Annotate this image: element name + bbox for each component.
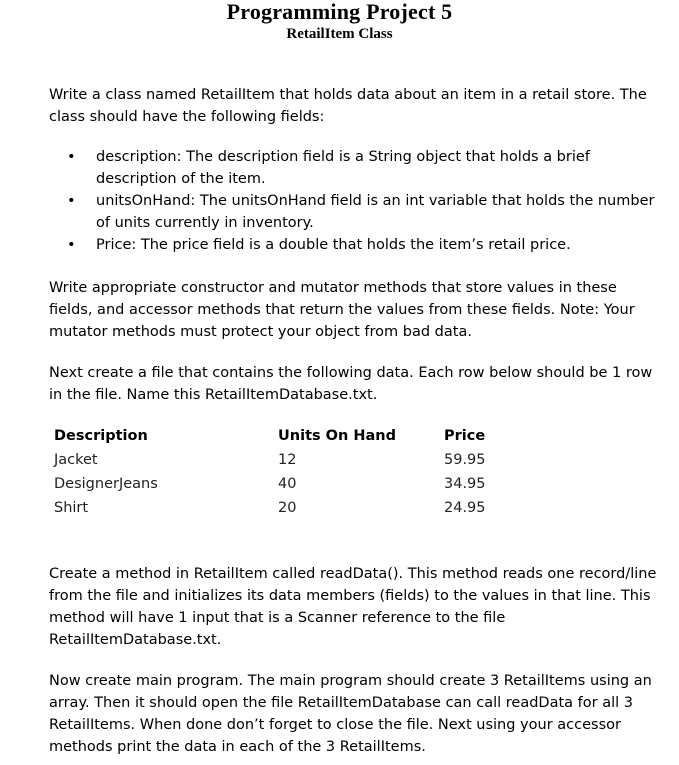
table-header-row xyxy=(54,425,534,449)
file-paragraph: Next create a file that contains the following data. Each row below should be 1 row in the file. Name this RetailItemDatabase.txt. xyxy=(49,365,653,403)
cell-description: Jacket xyxy=(54,452,98,468)
cell-units: 20 xyxy=(278,500,297,516)
cell-description: DesignerJeans xyxy=(54,476,158,492)
field-units-text: unitsOnHand: The unitsOnHand field is an int variable that holds the number of units currently in inventory. xyxy=(96,193,655,231)
page-subtitle: RetailItem Class xyxy=(286,26,393,42)
field-description-text: description: The description field is a String object that holds a brief description of the item. xyxy=(96,149,590,187)
table-row xyxy=(54,449,534,473)
read-data-paragraph: Create a method in RetailItem called readData(). This method reads one record/line from the file and initializes its data members (fields) to the values in that line. This method will have 1 input that is a Scanner reference to the file RetailItemDatabase.txt. xyxy=(49,566,657,648)
table-row xyxy=(54,473,534,497)
list-item xyxy=(49,234,659,256)
cell-price: 24.95 xyxy=(444,500,486,516)
cell-units: 40 xyxy=(278,476,297,492)
bullet-icon: • xyxy=(67,149,76,165)
header-price: Price xyxy=(444,428,486,444)
bullet-icon: • xyxy=(67,237,76,253)
intro-paragraph: Write a class named RetailItem that holds data about an item in a retail store. The class should have the following fields: xyxy=(49,87,647,125)
data-table xyxy=(54,425,534,521)
page-title: Programming Project 5 xyxy=(226,0,453,24)
cell-price: 34.95 xyxy=(444,476,486,492)
header-units: Units On Hand xyxy=(278,428,396,444)
cell-price: 59.95 xyxy=(444,452,486,468)
cell-description: Shirt xyxy=(54,500,89,516)
field-price-text: Price: The price field is a double that holds the item’s retail price. xyxy=(96,237,571,253)
list-item xyxy=(49,190,659,234)
main-program-paragraph: Now create main program. The main program should create 3 RetailItems using an array. Then it should open the file RetailItemDatabase can call readData for all 3 RetailItems. When done don’t forget to close the file. Next using your accessor methods print the data in each of the 3 RetailItems. xyxy=(49,673,652,755)
constructor-paragraph: Write appropriate constructor and mutator methods that store values in these fields, and accessor methods that return the values from these fields. Note: Your mutator methods must protect your object from bad data. xyxy=(49,280,635,340)
title-block xyxy=(0,0,679,43)
table-row xyxy=(54,497,534,521)
bullet-icon: • xyxy=(67,193,76,209)
header-description: Description xyxy=(54,428,148,444)
fields-list xyxy=(49,146,659,256)
list-item xyxy=(49,146,659,190)
cell-units: 12 xyxy=(278,452,297,468)
